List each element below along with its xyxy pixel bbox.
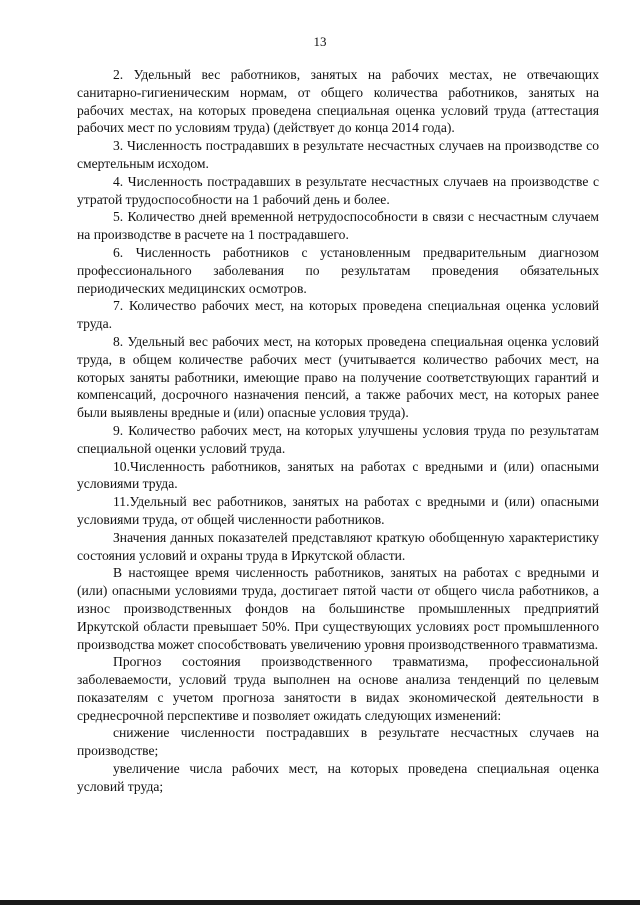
paragraph-indicator-3: 3. Численность пострадавших в результате несчастных случаев на производстве со смертельным исходом. [77, 138, 599, 171]
paragraph-indicator-9: 9. Количество рабочих мест, на которых улучшены условия труда по результатам специальной оценки условий труда. [77, 422, 599, 456]
scan-bottom-edge [0, 900, 640, 905]
paragraph-indicator-4: 4. Численность пострадавших в результате несчастных случаев на производстве с утратой трудоспособности на 1 рабочий день и более. [77, 173, 599, 207]
paragraph-indicator-6: 6. Численность работников с установленным предварительным диагнозом профессионального заболевания по результатам проведения обязательных периодических медицинских осмотров. [77, 244, 599, 296]
paragraph-indicator-2: 2. Удельный вес работников, занятых на рабочих местах, не отвечающих санитарно-гигиеническим нормам, от общего количества работников, занятых на рабочих местах, на которых проведена специальная оценка условий труда (аттестация рабочих мест по условиям труда) (действует до конца 2014 года). [77, 67, 599, 136]
paragraph-indicator-10: 10.Численность работников, занятых на работах с вредными и (или) опасными условиями труда. [77, 458, 599, 492]
paragraph-forecast: Прогноз состояния производственного травматизма, профессиональной заболеваемости, условий труда выполнен на основе анализа тенденций по целевым показателям с учетом прогноза занятости в видах экономической деятельности в среднесрочной перспективе и позволяет ожидать следующих изменений: [77, 654, 599, 723]
document-body [77, 66, 599, 796]
paragraph-forecast-item-1: снижение численности пострадавших в результате несчастных случаев на производстве; [77, 725, 599, 759]
paragraph-indicators-summary: Значения данных показателей представляют краткую обобщенную характеристику состояния условий и охраны труда в Иркутской области. [77, 529, 599, 563]
page-number: 13 [313, 34, 327, 49]
paragraph-indicator-8: 8. Удельный вес рабочих мест, на которых проведена специальная оценка условий труда, в общем количестве рабочих мест (учитывается количество рабочих мест, на которых заняты работники, имеющие право на получение соответствующих гарантий и компенсаций, досрочного назначения пенсий, а также рабочих мест, на которых ранее были выявлены вредные и (или) опасные условия труда). [77, 333, 599, 421]
paragraph-indicator-7: 7. Количество рабочих мест, на которых проведена специальная оценка условий труда. [77, 298, 599, 332]
paragraph-indicator-11: 11.Удельный вес работников, занятых на работах с вредными и (или) опасными условиями труда, от общей численности работников. [77, 494, 599, 527]
paragraph-forecast-item-2: увеличение числа рабочих мест, на которых проведена специальная оценка условий труда; [77, 761, 599, 794]
paragraph-current-situation: В настоящее время численность работников, занятых на работах с вредными и (или) опасными условиями труда, достигает пятой части от общего числа работников, а износ производственных фондов на большинстве промышленных предприятий Иркутской области превышает 50%. При существующих условиях рост промышленного производства может способствовать увеличению уровня производственного травматизма. [77, 565, 599, 652]
paragraph-indicator-5: 5. Количество дней временной нетрудоспособности в связи с несчастным случаем на производстве в расчете на 1 пострадавшего. [77, 209, 599, 243]
